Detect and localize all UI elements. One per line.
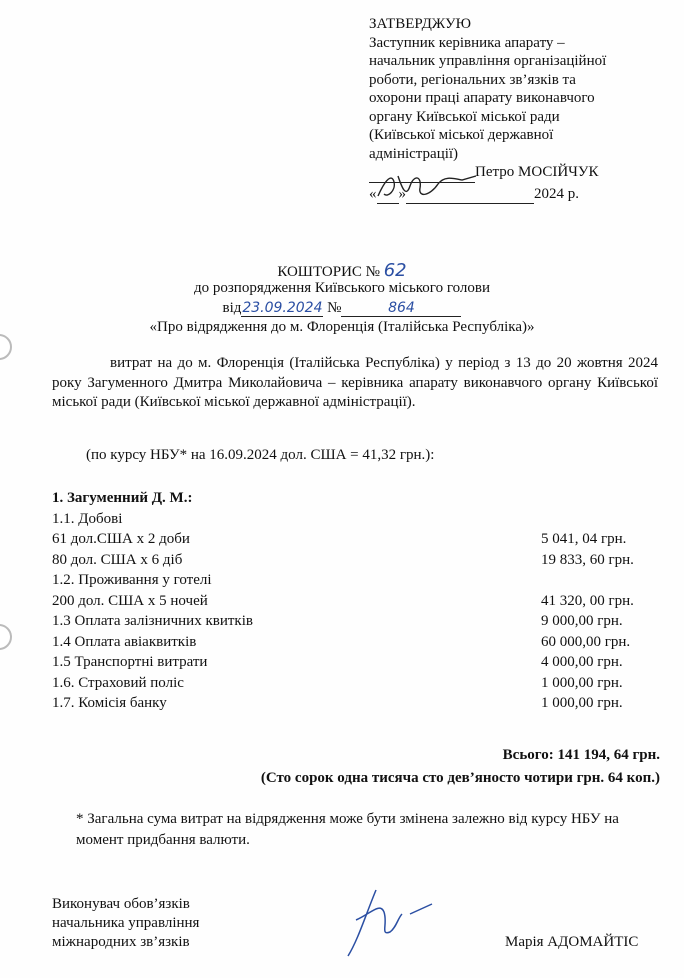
list-item: 200 дол. США х 5 ночей 41 320, 00 грн. [52, 592, 634, 609]
executor-name: Марія АДОМАЙТІС [505, 934, 639, 950]
list-item: 1.5 Транспортні витрати 4 000,00 грн. [52, 654, 623, 670]
list-item: 1. Загуменний Д. М.: [52, 490, 193, 506]
approval-line: органу Київської міської ради [369, 108, 560, 125]
approval-line: роботи, регіональних зв’язків та [369, 71, 576, 88]
executor-signature [336, 884, 446, 964]
signatory-name: Петро МОСІЙЧУК [475, 164, 599, 180]
order-subject: «Про відрядження до м. Флоренція (Італійська Республіка)» [149, 319, 535, 335]
approval-line: начальник управління організаційної [369, 53, 607, 69]
number-label: № [327, 300, 342, 316]
list-item: 1.1. Добові [52, 510, 123, 527]
approval-line: Заступник керівника апарату – [369, 34, 565, 51]
estimate-header [0, 260, 684, 339]
approval-line: адміністрації) [369, 145, 459, 162]
date-quote-close: » [398, 185, 406, 202]
executor-title: Виконувач обов’язків начальника управління міжнародних зв’язків [52, 896, 200, 950]
order-number: 864 [341, 300, 461, 317]
approval-line: охорони праці апарату виконавчого [369, 90, 595, 106]
estimate-title: КОШТОРИС № [277, 264, 380, 280]
date-quote-open: « [369, 185, 377, 202]
exchange-rate: (по курсу НБУ* на 16.09.2024 дол. США = 41,32 грн.): [86, 447, 435, 463]
order-date: 23.09.2024 [242, 300, 323, 316]
punch-hole-bottom [0, 624, 12, 650]
total-in-words: (Сто сорок одна тисяча сто дев’яносто чотири грн. 64 коп.) [260, 770, 660, 786]
list-item: 1.2. Проживання у готелі [52, 572, 212, 588]
from-label: від [222, 300, 242, 316]
estimate-number: 62 [383, 260, 407, 281]
date-year: 2024 р. [534, 185, 579, 202]
footnote: * Загальна сума витрат на відрядження може бути змінена залежно від курсу НБУ на момент придбання валюти. [76, 811, 619, 848]
list-item: 1.3 Оплата залізничних квитків 9 000,00 грн. [52, 613, 623, 629]
expense-list [52, 488, 660, 714]
list-item: 1.7. Комісія банку 1 000,00 грн. [52, 695, 623, 711]
list-item: 61 дол.США х 2 доби 5 041, 04 грн. [52, 531, 627, 547]
approver-signature [372, 168, 482, 204]
purpose-paragraph: витрат на до м. Флоренція (Італійська Республіка) у період з 13 до 20 жовтня 2024 року Загуменного Дмитра Миколайовича – керівника апарату виконавчого органу Київської міської ради (Київської міської державної адміністрації). [52, 355, 658, 410]
order-reference: до розпорядження Київського міського голови [193, 280, 491, 296]
total-amount: Всього: 141 194, 64 грн. [502, 747, 660, 763]
approval-line: (Київської міської державної [369, 127, 554, 143]
list-item: 80 дол. США х 6 діб 19 833, 60 грн. [52, 551, 634, 568]
list-item: 1.4 Оплата авіаквитків 60 000,00 грн. [52, 633, 631, 650]
list-item: 1.6. Страховий поліс 1 000,00 грн. [52, 674, 623, 691]
approval-heading: ЗАТВЕРДЖУЮ [369, 16, 472, 32]
